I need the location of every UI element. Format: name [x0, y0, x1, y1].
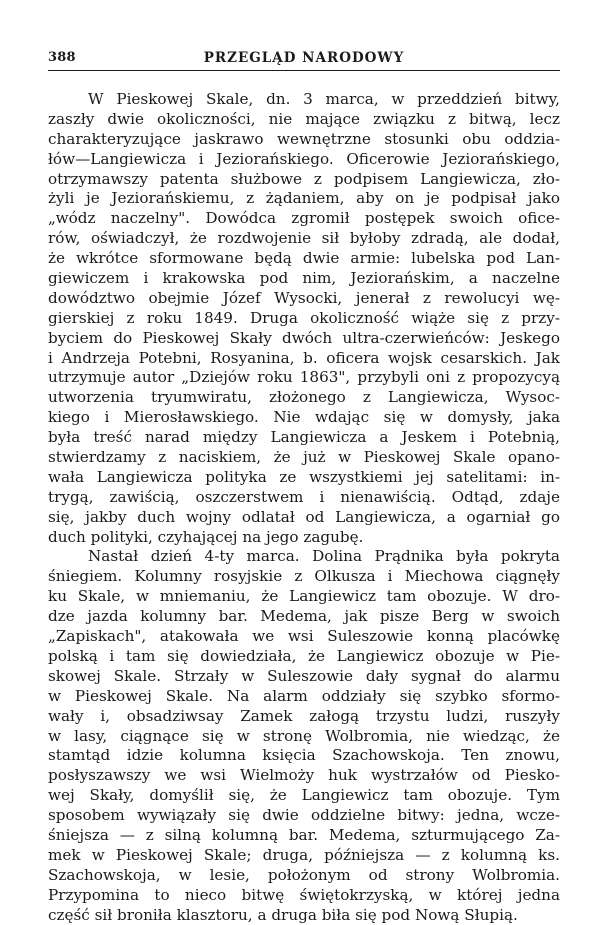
text-line: część sił broniła klasztoru, a druga biła się pod Nową Słupią. — [48, 905, 518, 924]
text-line: kiego i Mierosławskiego. Nie wdając się w domysły, jaka — [48, 408, 560, 427]
text-line: że wkrótce sformowane będą dwie armie: lubelska pod Lan- — [48, 249, 560, 268]
text-line: w Pieskowej Skale. Na alarm oddziały się szybko sformo- — [48, 686, 560, 705]
text-line: byciem do Pieskowej Skały dwóch ultra-czerwieńców: Jeskego — [48, 328, 560, 347]
text-line: polską i tam się dowiedziała, że Langiewicz obozuje w Pie- — [48, 646, 560, 665]
text-line: Nastał dzień 4-ty marca. Dolina Prądnika była pokryta — [88, 547, 560, 566]
text-line: Przypomina to nieco bitwę świętokrzyską, w której jedna — [48, 885, 560, 904]
running-title: PRZEGLĄD NARODOWY — [203, 50, 405, 66]
text-line: i Andrzeja Potebni, Rosyanina, b. oficera wojsk cesarskich. Jak — [48, 348, 560, 367]
text-line: „Zapiskach", atakowała we wsi Suleszowie konną placówkę — [48, 627, 560, 646]
text-line: wały i, obsadziwsay Zamek załogą trzystu ludzi, ruszyły — [48, 706, 560, 725]
text-line: rów, oświadczył, że rozdwojenie sił byłoby zdradą, ale dodał, — [48, 229, 560, 248]
text-line: mek w Pieskowej Skale; druga, późniejsza — z kolumną ks. — [48, 845, 560, 864]
paragraph-1 — [48, 90, 560, 547]
text-line: sposobem wywiązały się dwie oddzielne bitwy: jedna, wcze- — [48, 806, 560, 825]
text-line: wała Langiewicza polityka ze wszystkiemi jej satelitami: in- — [48, 467, 560, 486]
text-line: stwierdzamy z naciskiem, że już w Pieskowej Skale opano- — [48, 448, 560, 467]
text-line: otrzymawszy patenta służbowe z podpisem Langiewicza, zło- — [48, 169, 560, 188]
text-line: utrzymuje autor „Dziejów roku 1863", przybyli oni z propozycyą — [48, 368, 560, 387]
text-line: była treść narad między Langiewicza a Jeskem i Potebnią, — [48, 428, 560, 447]
text-line: posłyszawszy we wsi Wielmoży huk wystrzałów od Piesko- — [48, 766, 560, 785]
text-line: dowództwo obejmie Józef Wysocki, jenerał z rewolucyi wę- — [48, 288, 560, 307]
text-line: ku Skale, w mniemaniu, że Langiewicz tam obozuje. W dro- — [48, 587, 560, 606]
text-line: gierskiej z roku 1849. Druga okoliczność wiąże się z przy- — [48, 308, 560, 327]
text-line: duch polityki, czyhającej na jego zagubę. — [48, 527, 364, 546]
text-line: śniejsza — z silną kolumną bar. Medema, szturmującego Za- — [48, 825, 560, 844]
text-line: trygą, zawiścią, oszczerstwem i nienawiścią. Odtąd, zdaje — [48, 487, 560, 506]
page-number: 388 — [48, 50, 76, 65]
page-header — [48, 50, 560, 71]
text-line: żyli je Jeziorańskiemu, z żądaniem, aby on je podpisał jako — [48, 189, 560, 208]
text-line: w lasy, ciągnące się w stronę Wolbromia, nie wiedząc, że — [48, 726, 560, 745]
text-line: dze jazda kolumny bar. Medema, jak pisze Berg w swoich — [48, 607, 560, 626]
text-line: stamtąd idzie kolumna księcia Szachowskoja. Ten znowu, — [48, 746, 560, 765]
text-line: charakteryzujące jaskrawo wewnętrzne stosunki obu oddzia- — [48, 129, 560, 148]
article-body — [48, 90, 560, 924]
text-line: Szachowskoja, w lesie, położonym od strony Wolbromia. — [48, 865, 560, 884]
text-line: utworzenia tryumwiratu, złożonego z Langiewicza, Wysoc- — [48, 388, 560, 407]
paragraph-2 — [48, 547, 560, 925]
text-line: się, jakby duch wojny odlatał od Langiewicza, a ogarniał go — [48, 507, 560, 526]
text-line: wej Skały, domyślił się, że Langiewicz tam obozuje. Tym — [48, 786, 560, 805]
text-line: śniegiem. Kolumny rosyjskie z Olkusza i Miechowa ciągnęły — [48, 567, 560, 586]
text-line: giewiczem i krakowska pod nim, Jeziorańskim, a naczelne — [48, 269, 560, 288]
text-line: „wódz naczelny". Dowódca zgromił postępek swoich ofice- — [48, 209, 560, 228]
text-line: W Pieskowej Skale, dn. 3 marca, w przeddzień bitwy, — [88, 90, 560, 108]
text-line: zaszły dwie okoliczności, nie mające związku z bitwą, lecz — [48, 109, 560, 128]
text-line: skowej Skale. Strzały w Suleszowie dały sygnał do alarmu — [48, 666, 560, 685]
text-line: łów—Langiewicza i Jeziorańskiego. Oficerowie Jeziorańskiego, — [48, 149, 560, 168]
